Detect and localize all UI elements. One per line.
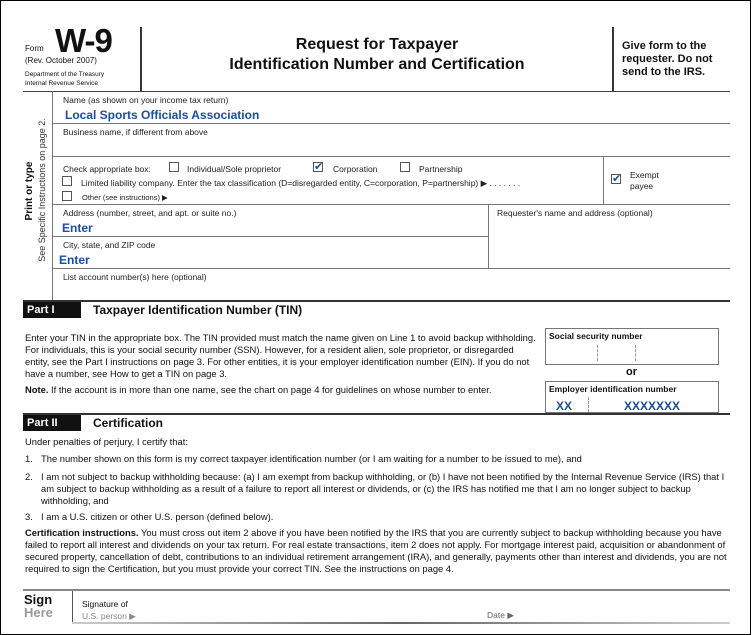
corporation-label: Corporation <box>333 164 378 174</box>
form-label: Form <box>25 44 44 53</box>
sidebar-instructions: See Specific Instructions on page 2. <box>37 118 47 262</box>
cert-text: You must cross out item 2 above if you have been notified by the IRS that you are currently subject to backup withholding because you have failed to report all interest and dividends on your tax return. For real estate transactions, item 2 does not apply. For mortgage interest paid, acquisition or abandonment of secured property, cancellation of debt, contributions to an individual retirement arrangement (IRA), and generally, payments other than interest and dividends, you are not required to sign the Certification, but you must provide your correct TIN. See the instructions on page 4. <box>25 527 727 574</box>
name-label: Name (as shown on your income tax return) <box>63 95 229 105</box>
signature-label: Signature of <box>82 599 128 609</box>
give-note: requester. Do not <box>622 53 713 65</box>
divider <box>23 91 730 92</box>
business-name-label: Business name, if different from above <box>63 127 208 137</box>
revision: (Rev. October 2007) <box>25 56 97 65</box>
signature-field[interactable] <box>150 598 470 620</box>
address-field[interactable]: Enter <box>62 221 93 235</box>
separator <box>635 345 636 361</box>
item-number: 2. <box>25 471 33 482</box>
part1-note <box>25 384 540 396</box>
here-label: Here <box>24 605 53 620</box>
divider <box>603 156 604 204</box>
cert-bold: Certification instructions. <box>25 527 139 538</box>
llc-label: Limited liability company. Enter the tax classification (D=disregarded entity, C=corporation, P=partnership) ▶ . . . . . . . <box>81 178 521 188</box>
requester-field[interactable] <box>492 220 727 266</box>
exempt-label: payee <box>630 181 654 191</box>
agency: Internal Revenue Service <box>25 80 98 87</box>
business-name-field[interactable] <box>60 138 725 154</box>
individual-checkbox[interactable] <box>169 162 179 172</box>
note-bold: Note. <box>25 384 49 395</box>
item-number: 3. <box>25 511 33 522</box>
title-line1: Request for Taxpayer <box>295 36 459 53</box>
divider <box>53 236 488 237</box>
sidebar-print-or-type: Print or type <box>24 161 35 221</box>
llc-checkbox[interactable] <box>62 176 72 186</box>
corporation-checkbox[interactable] <box>313 162 323 172</box>
sign-label: Sign <box>24 592 53 607</box>
name-field[interactable]: Local Sports Officials Association <box>65 108 260 122</box>
ein-label: Employer identification number <box>549 384 677 394</box>
ein-suffix: XXXXXXX <box>624 399 681 413</box>
date-label: Date ▶ <box>487 610 514 620</box>
separator <box>588 397 589 412</box>
individual-label: Individual/Sole proprietor <box>187 164 282 174</box>
cert-instructions <box>25 527 730 575</box>
give-note: Give form to the <box>622 40 707 52</box>
part2-intro: Under penalties of perjury, I certify that: <box>25 436 188 447</box>
divider <box>53 204 730 205</box>
give-note: send to the IRS. <box>622 66 706 78</box>
divider <box>612 27 614 91</box>
cert-item: I am not subject to backup withholding because: (a) I am exempt from backup withholding, or (b) I have not been notified by the Internal Revenue Service (IRS) that I am subject to backup withholding as a result of a failure to report all interest or dividends, or (c) the IRS has notified me that I am no longer subject to backup withholding, and <box>41 471 725 506</box>
part1-text: Enter your TIN in the appropriate box. The TIN provided must match the name given on Line 1 to avoid backup withholding. For individuals, this is your social security number (SSN). However, for a resident alien, sole proprietor, or disregarded entity, see the Part I instructions on page 3. For other entities, it is your employer identification number (EIN). If you do not have a number, see How to get a TIN on page 3. <box>25 332 536 379</box>
exempt-label: Exempt <box>630 170 659 180</box>
address-label: Address (number, street, and apt. or suite no.) <box>63 208 237 218</box>
divider <box>53 268 730 269</box>
date-field[interactable] <box>525 600 725 620</box>
part2-tag: Part II <box>23 415 81 431</box>
ein-box[interactable] <box>545 381 719 413</box>
cert-item: The number shown on this form is my correct taxpayer identification number (or I am waiting for a number to be issued to me), and <box>41 453 582 464</box>
partnership-label: Partnership <box>419 164 463 174</box>
divider <box>488 204 489 268</box>
signature-label: U.S. person ▶ <box>82 611 136 621</box>
divider <box>72 591 73 623</box>
note-text: If the account is in more than one name, see the chart on page 4 for guidelines on whose number to enter. <box>48 384 492 395</box>
city-label: City, state, and ZIP code <box>63 240 156 250</box>
other-label: Other (see instructions) ▶ <box>82 193 168 202</box>
or-label: or <box>626 366 637 378</box>
part2-title: Certification <box>93 416 164 430</box>
ein-prefix: XX <box>556 399 573 413</box>
check-box-label: Check appropriate box: <box>63 164 151 174</box>
ssn-box[interactable] <box>545 328 719 365</box>
divider <box>72 622 730 624</box>
city-field[interactable]: Enter <box>59 253 90 267</box>
divider <box>53 123 730 124</box>
part2-header <box>23 413 730 431</box>
exempt-payee-checkbox[interactable] <box>611 174 621 184</box>
ssn-label: Social security number <box>549 331 643 341</box>
separator <box>597 345 598 361</box>
divider <box>53 156 730 157</box>
other-checkbox[interactable] <box>62 191 72 201</box>
title-line2: Identification Number and Certification <box>229 56 525 73</box>
divider <box>23 589 730 591</box>
department: Department of the Treasury <box>25 71 105 78</box>
account-field[interactable] <box>60 283 725 297</box>
requester-label: Requester's name and address (optional) <box>497 208 653 218</box>
form-number: W-9 <box>55 22 112 59</box>
part1-title: Taxpayer Identification Number (TIN) <box>93 303 303 317</box>
account-label: List account number(s) here (optional) <box>63 272 207 282</box>
partnership-checkbox[interactable] <box>400 162 410 172</box>
cert-item: I am a U.S. citizen or other U.S. person (defined below). <box>41 511 274 522</box>
part1-tag: Part I <box>23 302 81 318</box>
part1-header <box>23 300 730 318</box>
item-number: 1. <box>25 453 33 464</box>
